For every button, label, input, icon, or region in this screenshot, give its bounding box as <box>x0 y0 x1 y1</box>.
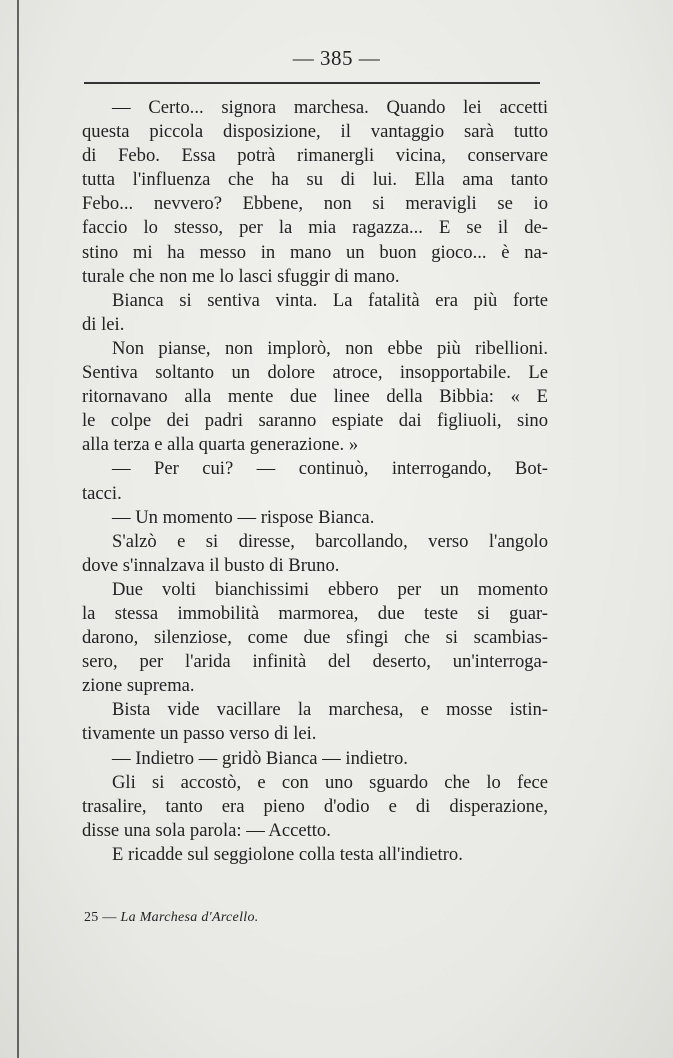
text-line: tacci. <box>82 482 122 504</box>
text-line: Due volti bianchissimi ebbero per un momento <box>112 578 548 600</box>
text-line: questa piccola disposizione, il vantaggio sarà tutto <box>82 121 548 143</box>
header-rule <box>84 82 540 84</box>
text-line: tutta l'influenza che ha su di lui. Ella ama tanto <box>82 169 548 191</box>
signature-number: 25 — <box>84 910 117 925</box>
text-line: alla terza e alla quarta generazione. » <box>82 434 359 456</box>
text-line: — Un momento — rispose Bianca. <box>112 506 375 528</box>
text-line: dove s'innalzava il busto di Bruno. <box>82 554 340 576</box>
page-footer <box>84 910 259 926</box>
text-line: Gli si accostò, e con uno sguardo che lo fece <box>112 771 548 793</box>
text-line: disse una sola parola: — Accetto. <box>82 819 331 841</box>
text-line: di Febo. Essa potrà rimanergli vicina, conservare <box>82 145 548 167</box>
text-line: — Certo... signora marchesa. Quando lei accetti <box>112 97 548 118</box>
page-spine-edge <box>17 0 19 1058</box>
text-line: darono, silenziose, come due sfingi che si scambias- <box>82 627 548 649</box>
text-line: S'alzò e si diresse, barcollando, verso l'angolo <box>112 530 548 552</box>
book-title: La Marchesa d'Arcello. <box>120 910 259 925</box>
text-line: stino mi ha messo in mano un buon gioco... è na- <box>82 241 548 263</box>
text-line: ritornavano alla mente due linee della Bibbia: « E <box>82 386 548 408</box>
text-line: la stessa immobilità marmorea, due teste si guar- <box>82 602 548 624</box>
text-line: — Per cui? — continuò, interrogando, Bot- <box>112 458 548 480</box>
text-line: zione suprema. <box>82 675 195 697</box>
text-line: turale che non me lo lasci sfuggir di mano. <box>82 265 400 287</box>
text-line: di lei. <box>82 313 125 335</box>
text-line: Bista vide vacillare la marchesa, e mosse istin- <box>112 699 548 721</box>
text-line: trasalire, tanto era pieno d'odio e di disperazione, <box>82 795 548 817</box>
text-line: tivamente un passo verso di lei. <box>82 723 317 745</box>
text-line: faccio lo stesso, per la mia ragazza... E se il de- <box>82 217 548 239</box>
body-text <box>82 96 548 867</box>
text-line: Sentiva soltanto un dolore atroce, insopportabile. Le <box>82 362 548 384</box>
page-number: — 385 — <box>292 46 381 70</box>
text-line: le colpe dei padri saranno espiate dai figliuoli, sino <box>82 410 548 432</box>
text-line: — Indietro — gridò Bianca — indietro. <box>112 747 408 769</box>
text-line: E ricadde sul seggiolone colla testa all'indietro. <box>112 843 463 865</box>
text-line: Bianca si sentiva vinta. La fatalità era più forte <box>112 289 548 311</box>
text-line: Febo... nevvero? Ebbene, non si meravigli se io <box>82 193 548 215</box>
text-line: sero, per l'arida infinità del deserto, un'interroga- <box>82 651 548 673</box>
text-line: Non pianse, non implorò, non ebbe più ribellioni. <box>112 337 548 359</box>
